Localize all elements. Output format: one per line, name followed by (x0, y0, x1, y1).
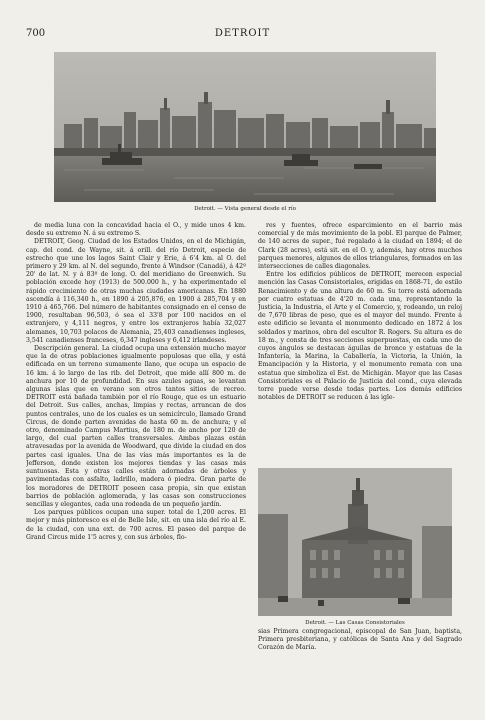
paragraph: Los parques públicos ocupan una super. total de 1,200 acres. El mejor y más pintoresco es el de Belle Isle, sit. en una isla del río al E. de la ciudad, con una ext. de 700 acres. El paseo del parque de Grand Circus mide 1'5 acres y, con sus árboles, flo- (26, 509, 246, 541)
paragraph: Entre los edificios públicos de DETROIT, merecen especial mención las Casas Consistoriales, erigidas en 1868-71, de estilo Renacimiento y de una altura de 60 m. Su torre está adornada por cuatro estatuas de 4'20 m. cada una, representando la Justicia, la Industria, el Arte y el Comercio, y, rodeando, un reloj de 7,670 libras de peso, que es el mayor del mundo. Frente á este edificio se levanta el monumento dedicado en 1872 á los soldados y marinos, obra del escultor R. Rogers. Su altura es de 18 m., y consta de tres secciones superpuestas, en cada uno de cuyos ángulos se destacan águilas de bronce y estatuas de la Infantería, la Marina, la Caballería, la Victoria, la Unión, la Emancipación y la Historia, y el monumento remata con una estatua que simboliza el Est. de Michigán. Mayor que las Casas Consistoriales es el Palacio de Justicia del cond., cuya elevada torre puede verse desde todas partes. Los demás edificios notables de DETROIT se reducen á las igle- (258, 271, 462, 402)
paragraph: res y fuentes, ofrece esparcimiento en el barrio más comercial y de más movimiento de la pobl. El parque de Palmer, de 140 acres de super., fué regalado á la ciudad en 1894; el de Clark (28 acres), está sit. en el O. y, además, hay otros muchos parques menores, algunos de ellos triangulares, formados en las intersecciones de calles diagonales. (258, 222, 462, 271)
page-title: DETROIT (214, 28, 271, 39)
photo-caption-skyline: Detroit. — Vista general desde el río (194, 206, 296, 212)
paragraph: DETROIT, Geog. Ciudad de los Estados Unidos, en el de Michigán, cap. del cond. de Wayne, sit. á orill. del río Detroit, especie de estrecho que une los lagos Saint Clair y Erie, á 6'4 km. al O. del primero y 29 km. al N. del segundo, frente á Windsor (Canadá), á 42º 20' de lat. N. y á 83º de long. O. del meridiano de Greenwich. Su población excede hoy (1913) de 500.000 h., y ha experimentado el rápido crecimiento de otras muchas ciudades americanas. En 1880 ascendía á 116,340 h., en 1890 á 205,876, en 1900 á 285,704 y en 1910 á 465,766. Del número de habitantes consignado en el censo de 1900, resultaban 96,503, ó sea el 33'8 por 100 nacidos en el extranjero, y 4,111 negros, y entre los extranjeros había 32,027 alemanes, 10,703 polacos de Alemania, 25,403 canadienses ingleses, 3,541 canadienses franceses, 6,347 ingleses y 6,412 irlandeses. (26, 238, 246, 344)
paragraph: de media luna con la concavidad hacia el O., y mide unos 4 km. desde su extremo N. á su extremo S. (26, 222, 246, 238)
paragraph: Descripción general. La ciudad ocupa una extensión mucho mayor que la de otras poblaciones igualmente populosas que ella, y está edificada en un terreno sumamente llano, que ocupa un espacio de 16 km. á lo largo de las rib. del Detroit, que mide allí 800 m. de anchura por 10 de profundidad. En sus azules aguas, se levantan algunas islas que en verano son otros tantos sitios de recreo. DETROIT está bañada también por el río Rouge, que es un estuario del Detroit. Sus calles, anchas, limpias y rectas, arrancan de dos puntos centrales, uno de los cuales es un semicírculo, llamado Grand Circus, de donde parten avenidas de hasta 60 m. de anchura; y el otro, denominado Campus Martius, de 180 m. de ancho por 120 de largo, del cual parten calles transversales. Ambas plazas están atravesadas por la avenida de Woodward, que divide la ciudad en dos partes casi iguales. Una de las vías más importantes es la de Jefferson, donde existen los mejores tiendas y las casas más suntuosas. Esta y otras calles están adornadas de árboles y pavimentadas con asfalto, ladrillo, madera ó piedra. Gran parte de los moradores de DETROIT poseen casa propia, sin que existan barrios de población aglomerada, y las casas son construcciones sencillas y elegantes, cada una rodeada de un pequeño jardín. (26, 345, 246, 508)
paragraph: sias Primera congregacional, episcopal de San Juan, baptista, Primera presbiteriana, y católicas de Santa Ana y del Sagrado Corazón de María. (258, 628, 462, 652)
text-column-left (26, 222, 246, 692)
city-hall-photo (258, 468, 452, 616)
text-column-right (258, 222, 462, 464)
photo-caption-city-hall: Detroit. — Las Casas Consistoriales (305, 620, 405, 626)
skyline-photo (54, 52, 436, 202)
page-number: 700 (26, 28, 46, 39)
text-column-right-bottom (258, 628, 462, 668)
